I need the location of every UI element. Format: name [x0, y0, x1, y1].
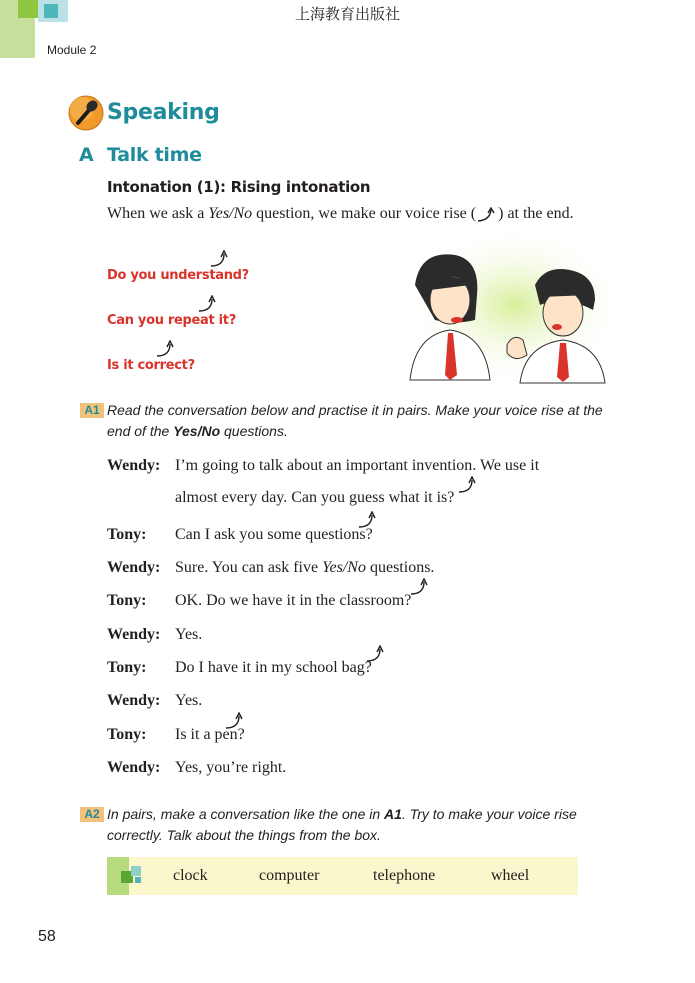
rising-arrow-icon — [225, 712, 247, 735]
subheading: Intonation (1): Rising intonation — [107, 178, 371, 196]
a2-instruction: In pairs, make a conversation like the one in A1. Try to make your voice rise correctly. Talk about the things from the box. — [107, 806, 577, 843]
speaker-name: Wendy: — [107, 559, 161, 576]
speaker-name: Tony: — [107, 592, 147, 609]
dialogue-line: Can I ask you some questions? — [175, 526, 373, 543]
dialogue-line: Do I have it in my school bag? — [175, 659, 372, 676]
word-item: telephone — [373, 867, 436, 884]
word-box-decoration — [107, 857, 147, 895]
a1-instruction: Read the conversation below and practise it in pairs. Make your voice rise at the end of the Yes/No questions. — [107, 402, 603, 439]
speaker-name: Wendy: — [107, 457, 161, 474]
word-item: clock — [173, 867, 208, 884]
speaker-name: Wendy: — [107, 759, 161, 776]
rising-arrow-icon — [358, 511, 380, 534]
speaker-name: Wendy: — [107, 692, 161, 709]
speaker-name: Tony: — [107, 659, 147, 676]
rising-arrow-icon — [156, 340, 178, 363]
example-sentence: Is it correct? — [107, 358, 195, 373]
part-title: Talk time — [107, 144, 202, 166]
rising-arrow-icon — [210, 250, 232, 273]
rising-arrow-icon — [198, 295, 220, 318]
word-item: wheel — [491, 867, 530, 884]
dialogue-line: OK. Do we have it in the classroom? — [175, 592, 412, 609]
rising-arrow-icon — [458, 476, 480, 499]
rising-arrow-icon — [366, 645, 388, 668]
word-item: computer — [259, 867, 320, 884]
part-letter: A — [79, 144, 94, 166]
dialogue-line: almost every day. Can you guess what it is? — [175, 489, 455, 506]
rising-arrow-icon — [476, 207, 498, 221]
dialogue-line: Is it a pen? — [175, 726, 245, 743]
page-number: 58 — [38, 928, 56, 945]
microphone-icon — [68, 95, 104, 131]
intro-text: When we ask a Yes/No question, we make our voice rise ( ) at the end. — [107, 205, 574, 222]
dialogue-line: I’m going to talk about an important invention. We use it — [175, 457, 540, 474]
publisher-name: 上海教育出版社 — [294, 5, 400, 23]
example-sentence: Do you understand? — [107, 268, 249, 283]
dialogue-line: Yes. — [175, 692, 203, 709]
speaker-name: Tony: — [107, 526, 147, 543]
example-sentence: Can you repeat it? — [107, 313, 236, 328]
students-illustration — [395, 225, 620, 385]
a1-badge: A1 — [80, 403, 104, 418]
dialogue-line: Yes, you’re right. — [175, 759, 287, 776]
module-label: Module 2 — [47, 43, 97, 57]
a2-badge: A2 — [80, 807, 104, 822]
dialogue-line: Yes. — [175, 626, 203, 643]
rising-arrow-icon — [410, 578, 432, 601]
speaker-name: Wendy: — [107, 626, 161, 643]
speaker-name: Tony: — [107, 726, 147, 743]
section-title: Speaking — [107, 100, 220, 125]
dialogue-line: Sure. You can ask five Yes/No questions. — [175, 559, 435, 576]
